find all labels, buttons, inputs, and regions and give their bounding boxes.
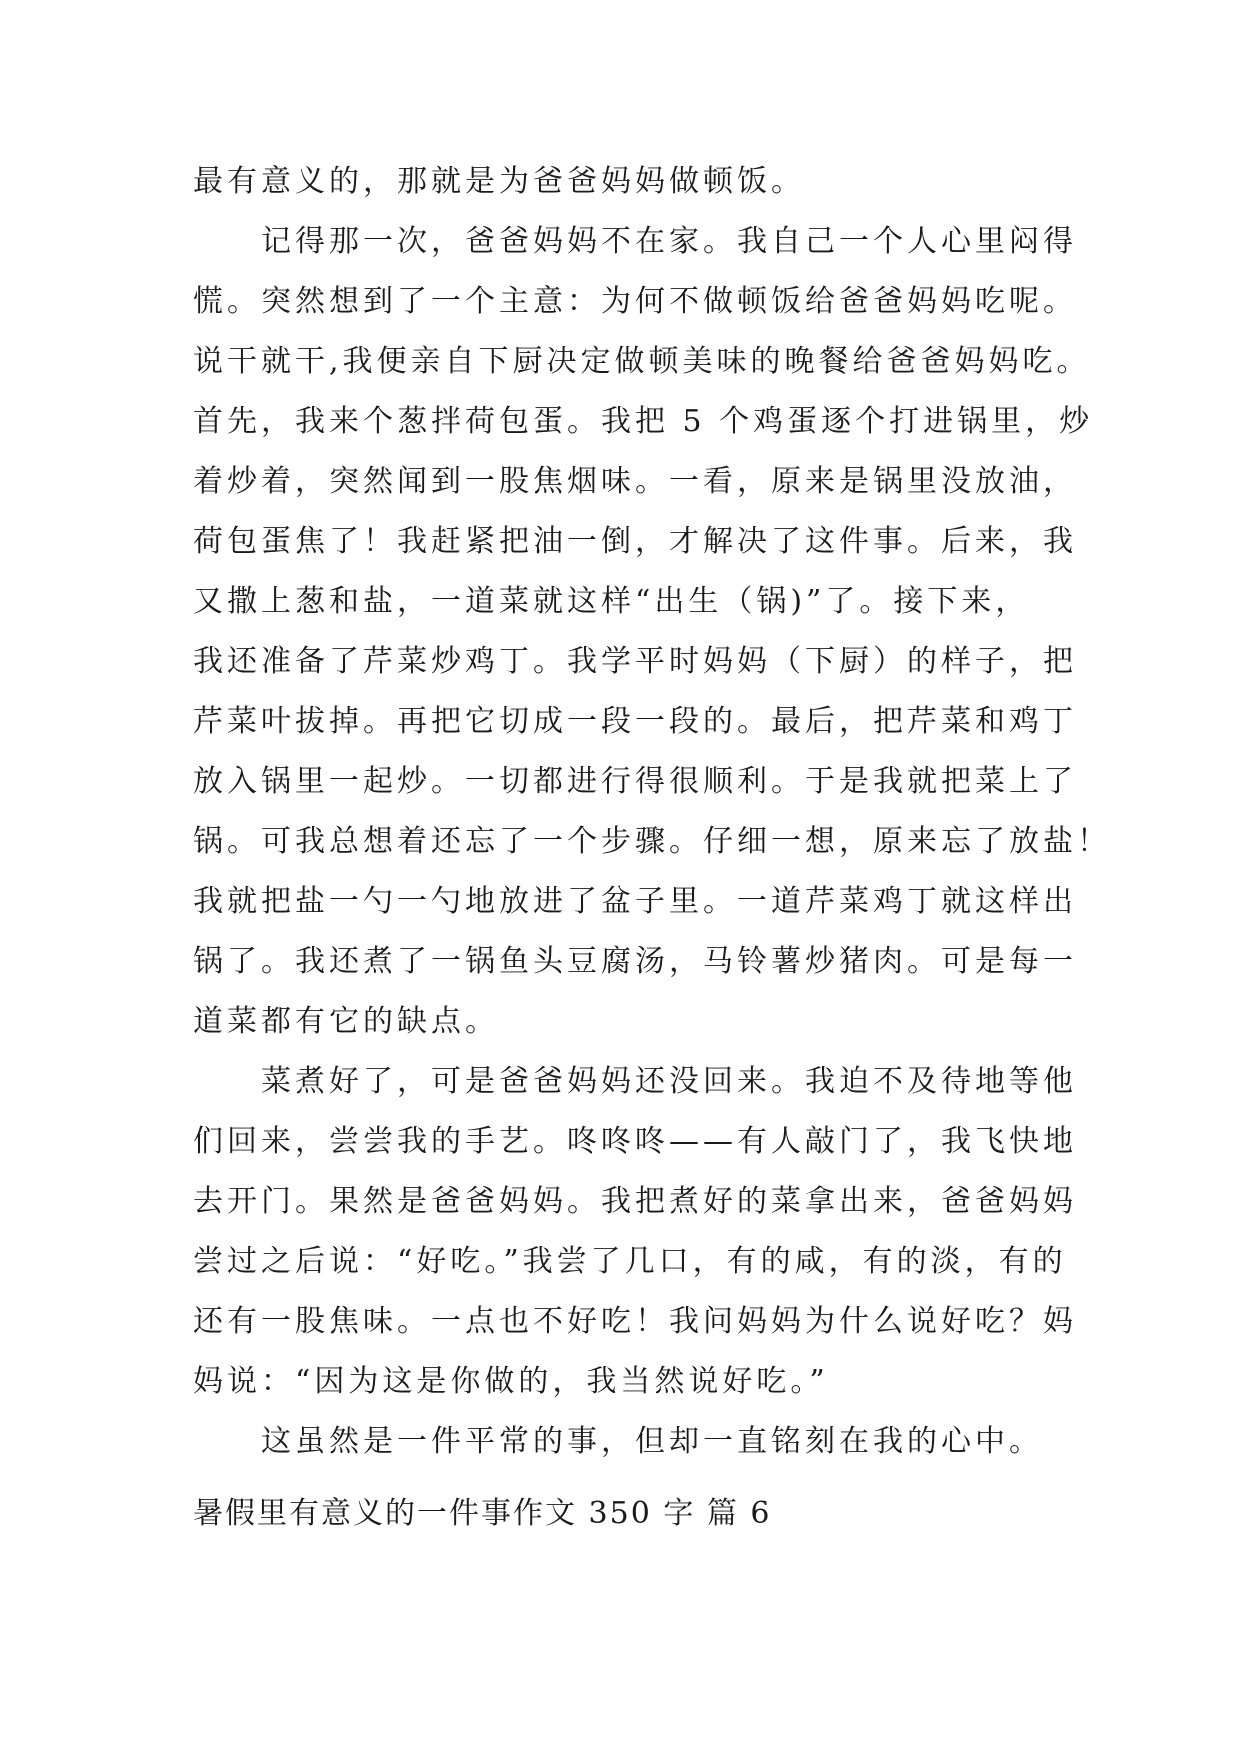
text-line: 尝过之后说：“好吃。”我尝了几口，有的咸，有的淡，有的: [193, 1244, 1067, 1279]
text-line: 放入锅里一起炒。一切都进行得很顺利。于是我就把菜上了: [193, 764, 1077, 799]
text-line: 妈说：“因为这是你做的，我当然说好吃。”: [193, 1364, 829, 1399]
section-heading: 暑假里有意义的一件事作文 350 字 篇 6: [193, 1496, 772, 1531]
text-line: 这虽然是一件平常的事，但却一直铭刻在我的心中。: [261, 1424, 1043, 1459]
text-line: 芹菜叶拔掉。再把它切成一段一段的。最后，把芹菜和鸡丁: [193, 704, 1077, 739]
text-line: 首先，我来个葱拌荷包蛋。我把 5 个鸡蛋逐个打进锅里，炒: [193, 404, 1094, 439]
text-line: 菜煮好了，可是爸爸妈妈还没回来。我迫不及待地等他: [261, 1064, 1077, 1099]
text-line: 记得那一次，爸爸妈妈不在家。我自己一个人心里闷得: [261, 224, 1077, 259]
text-line: 荷包蛋焦了！我赶紧把油一倒，才解决了这件事。后来，我: [193, 524, 1077, 559]
text-line: 最有意义的，那就是为爸爸妈妈做顿饭。: [193, 164, 805, 199]
text-line: 我就把盐一勺一勺地放进了盆子里。一道芹菜鸡丁就这样出: [193, 884, 1077, 919]
text-line: 道菜都有它的缺点。: [193, 1004, 499, 1039]
text-line: 锅了。我还煮了一锅鱼头豆腐汤，马铃薯炒猪肉。可是每一: [193, 944, 1077, 979]
essay-body: [193, 152, 1111, 1472]
text-line: 去开门。果然是爸爸妈妈。我把煮好的菜拿出来，爸爸妈妈: [193, 1184, 1077, 1219]
text-line: 说干就干,我便亲自下厨决定做顿美味的晚餐给爸爸妈妈吃。: [193, 344, 1091, 379]
text-line: 还有一股焦味。一点也不好吃！我问妈妈为什么说好吃？妈: [193, 1304, 1077, 1339]
text-line: 们回来，尝尝我的手艺。咚咚咚——有人敲门了，我飞快地: [193, 1124, 1077, 1159]
text-line: 锅。可我总想着还忘了一个步骤。仔细一想，原来忘了放盐！: [193, 824, 1111, 859]
text-line: 着炒着，突然闻到一股焦烟味。一看，原来是锅里没放油，: [193, 464, 1077, 499]
text-line: 又撒上葱和盐，一道菜就这样“出生（锅)”了。接下来，: [193, 584, 1030, 619]
text-line: 我还准备了芹菜炒鸡丁。我学平时妈妈（下厨）的样子，把: [193, 644, 1077, 679]
text-line: 慌。突然想到了一个主意：为何不做顿饭给爸爸妈妈吃呢。: [193, 284, 1077, 319]
